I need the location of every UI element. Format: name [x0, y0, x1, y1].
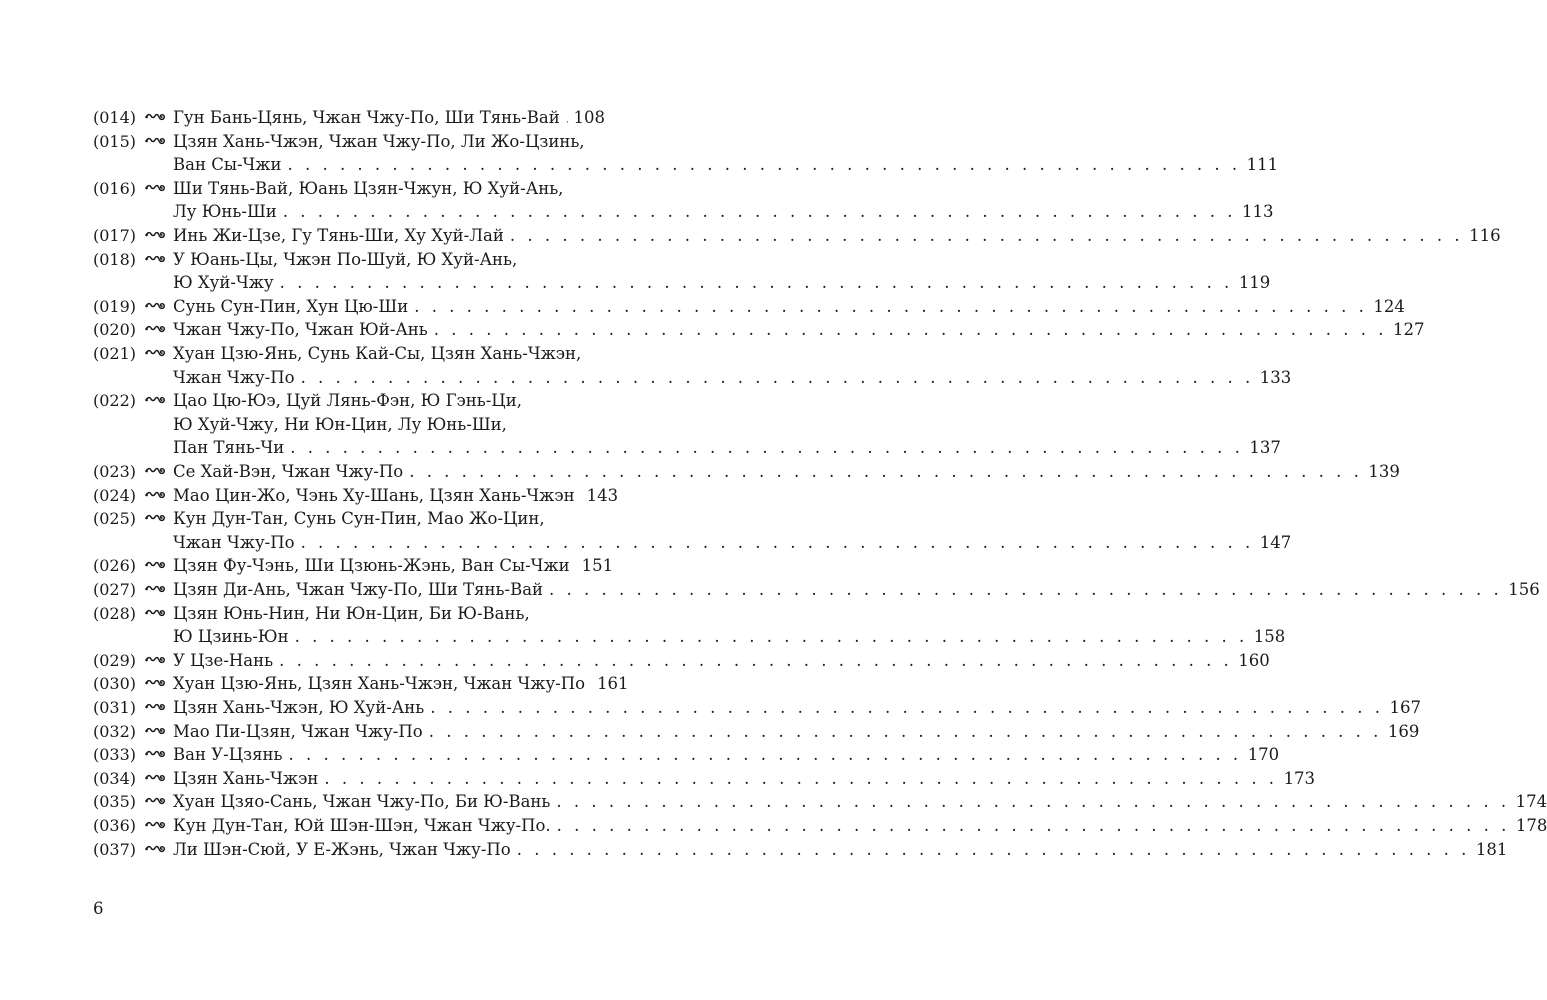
ornament-icon — [145, 654, 167, 666]
leader-dots: . . . . . . . . . . . . . . . . . . . . . . . . . . . . . . . . . . . . . . . . . . . . . . . . . . . . . . . — [549, 580, 1503, 599]
entry-page-number: 139 — [1368, 462, 1400, 481]
ornament-icon — [145, 748, 167, 760]
leader-dots — [566, 106, 568, 130]
entry-number: (027) — [93, 580, 137, 599]
entry-title-text: Хуан Цзю-Янь, Сунь Кай-Сы, Цзян Хань-Чжэн, — [173, 344, 582, 363]
entry-number: (035) — [93, 792, 137, 812]
entry-number: (031) — [93, 698, 137, 717]
entry-title-line — [173, 389, 605, 413]
entry-number: (034) — [93, 768, 137, 788]
entry-number: (022) — [93, 391, 137, 411]
ornament-icon — [145, 323, 167, 335]
entry-title-line — [173, 484, 619, 508]
entry-title-line — [173, 578, 1540, 602]
ornament-icon — [145, 182, 167, 194]
leader-dots: . . . . . . . . . . . . . . . . . . . . . . . . . . . . . . . . . . . . . . . . . . . . . . . . . . . . . . . — [509, 226, 1464, 245]
entry-title-text: Ши Тянь-Вай, Юань Цзян-Чжун, Ю Хуй-Ань, — [173, 178, 564, 198]
ornament-icon — [145, 111, 167, 123]
entry-page-number: 151 — [581, 556, 614, 576]
toc-entry — [0, 389, 1281, 460]
toc-entry — [0, 484, 691, 508]
entry-title-text: Лу Юнь-Ши — [173, 202, 277, 222]
toc-entry — [0, 767, 1316, 791]
ornament-icon — [145, 677, 167, 689]
entry-page-number: 160 — [1238, 650, 1270, 670]
entry-title-text: Кун Дун-Тан, Юй Шэн-Шэн, Чжан Чжу-По. — [173, 816, 551, 835]
ornament-icon — [145, 819, 167, 831]
toc-entry — [0, 342, 1292, 389]
entry-title-line — [173, 720, 1420, 744]
entry-number: (030) — [93, 674, 137, 694]
leader-dots: . . . . . . . . . . . . . . . . . . . . . . . . . . . . . . . . . . . . . . . . . . . . . . . . . . . . . . . — [433, 320, 1387, 340]
entry-title-text: Цзян Хань-Чжэн — [173, 768, 319, 788]
entry-page-number: 108 — [573, 108, 605, 127]
entry-title-text: Гун Бань-Цянь, Чжан Чжу-По, Ши Тянь-Вай — [173, 108, 560, 127]
entry-title-text: Мао Пи-Цзян, Чжан Чжу-По — [173, 721, 423, 741]
ornament-icon — [145, 772, 167, 784]
entry-page-number: 124 — [1373, 296, 1405, 316]
entry-title-continuation — [173, 625, 1286, 649]
entry-number: (023) — [93, 462, 137, 481]
toc-entry — [0, 814, 1547, 838]
entry-title-line — [173, 672, 629, 696]
leader-dots: . . . . . . . . . . . . . . . . . . . . . . . . . . . . . . . . . . . . . . . . . . . . . . . . . . . . . . . — [430, 698, 1384, 717]
leader-dots: . . . . . . . . . . . . . . . . . . . . . . . . . . . . . . . . . . . . . . . . . . . . . . . . . . . . . . . — [556, 792, 1510, 812]
entry-title-text: У Цзе-Нань — [173, 650, 274, 670]
entry-number: (033) — [93, 745, 137, 765]
entry-title-continuation — [173, 531, 1292, 555]
entry-title-text: Цзян Фу-Чэнь, Ши Цзюнь-Жэнь, Ван Сы-Чжи — [173, 556, 570, 576]
entry-number: (032) — [93, 721, 137, 741]
entry-title-line — [173, 507, 605, 531]
toc-entry — [0, 460, 1400, 484]
entry-page-number: 178 — [1515, 816, 1547, 835]
entry-number: (019) — [93, 296, 137, 316]
entry-title-continuation — [173, 200, 1274, 224]
entry-title-text: Цао Цю-Юэ, Цуй Лянь-Фэн, Ю Гэнь-Ци, — [173, 391, 522, 411]
entry-page-number: 156 — [1508, 580, 1540, 599]
leader-dots: . . . . . . . . . . . . . . . . . . . . . . . . . . . . . . . . . . . . . . . . . . . . . . . . . . . . . . . — [300, 367, 1254, 387]
entry-title-continuation — [173, 271, 1271, 295]
entry-title-text: Кун Дун-Тан, Сунь Сун-Пин, Мао Жо-Цин, — [173, 509, 545, 529]
entry-title-line — [173, 248, 605, 272]
entry-page-number: 113 — [1242, 202, 1274, 222]
entry-title-line — [173, 106, 605, 130]
entry-page-number: 137 — [1249, 438, 1281, 458]
ornament-icon — [145, 607, 167, 619]
entry-title-continuation — [173, 153, 1279, 177]
toc-entry — [0, 649, 1270, 673]
ornament-icon — [145, 394, 167, 406]
entry-title-text: Цзян Хань-Чжэн, Ю Хуй-Ань — [173, 698, 425, 717]
toc-entry — [0, 838, 1508, 862]
entry-number: (025) — [93, 509, 137, 529]
toc-entry — [0, 554, 691, 578]
ornament-icon — [145, 300, 167, 312]
entry-number: (014) — [93, 108, 137, 127]
toc-entry — [0, 602, 1286, 649]
toc-entry — [0, 224, 1501, 248]
entry-title-line — [173, 224, 1501, 248]
ornament-icon — [145, 229, 167, 241]
entry-title-text: Чжан Чжу-По — [173, 532, 295, 552]
entry-title-text: Цзян Хань-Чжэн, Чжан Чжу-По, Ли Жо-Цзинь, — [173, 131, 585, 151]
ornament-icon — [145, 347, 167, 359]
leader-dots: . . . . . . . . . . . . . . . . . . . . . . . . . . . . . . . . . . . . . . . . . . . . . . . . . . . . . . . — [279, 650, 1233, 670]
entry-page-number: 133 — [1259, 367, 1292, 387]
entry-number: (024) — [93, 485, 137, 505]
ornament-icon — [145, 512, 167, 524]
entry-title-line — [173, 130, 605, 154]
entry-page-number: 111 — [1246, 155, 1279, 175]
toc-entry — [0, 248, 1271, 295]
toc-entry — [0, 507, 1292, 554]
ornament-icon — [145, 465, 167, 477]
leader-dots: . . . . . . . . . . . . . . . . . . . . . . . . . . . . . . . . . . . . . . . . . . . . . . . . . . . . . . . — [516, 839, 1470, 859]
entry-number: (015) — [93, 131, 137, 151]
entry-number: (018) — [93, 249, 137, 269]
entry-title-text: У Юань-Цы, Чжэн По-Шуй, Ю Хуй-Ань, — [173, 249, 518, 269]
ornament-icon — [145, 489, 167, 501]
leader-dots: . . . . . . . . . . . . . . . . . . . . . . . . . . . . . . . . . . . . . . . . . . . . . . . . . . . . . . . — [324, 768, 1278, 788]
entry-title-text: Хуан Цзю-Янь, Цзян Хань-Чжэн, Чжан Чжу-По — [173, 674, 586, 694]
toc-entry — [0, 106, 691, 130]
ornament-icon — [145, 135, 167, 147]
entry-number: (017) — [93, 226, 137, 245]
entry-page-number: 147 — [1259, 532, 1292, 552]
entry-title-line — [173, 790, 1547, 814]
entry-number: (029) — [93, 650, 137, 670]
entry-page-number: 161 — [597, 674, 629, 694]
entry-page-number: 174 — [1515, 792, 1547, 812]
ornament-icon — [145, 725, 167, 737]
entry-title-line — [173, 295, 1405, 319]
leader-dots: . . . . . . . . . . . . . . . . . . . . . . . . . . . . . . . . . . . . . . . . . . . . . . . . . . . . . . . — [414, 296, 1368, 316]
ornament-icon — [145, 559, 167, 571]
entry-page-number: 116 — [1469, 226, 1501, 245]
entry-title-text: Се Хай-Вэн, Чжан Чжу-По — [173, 462, 404, 481]
entry-number: (020) — [93, 320, 137, 340]
entry-title-continuation — [173, 366, 1292, 390]
entry-number: (021) — [93, 344, 137, 363]
ornament-icon — [145, 253, 167, 265]
entry-title-line — [173, 814, 1547, 838]
ornament-icon — [145, 701, 167, 713]
entry-title-line — [173, 602, 605, 626]
entry-number: (028) — [93, 603, 137, 623]
leader-dots: . . . . . . . . . . . . . . . . . . . . . . . . . . . . . . . . . . . . . . . . . . . . . . . . . . . . . . . — [290, 438, 1244, 458]
entry-title-line — [173, 177, 605, 201]
toc-entry — [0, 295, 1405, 319]
entry-number: (016) — [93, 178, 137, 198]
entry-number: (036) — [93, 816, 137, 835]
entry-number: (026) — [93, 556, 137, 576]
entry-title-text: Инь Жи-Цзе, Гу Тянь-Ши, Ху Хуй-Лай — [173, 226, 504, 245]
leader-dots: . . . . . . . . . . . . . . . . . . . . . . . . . . . . . . . . . . . . . . . . . . . . . . . . . . . . . . . — [287, 155, 1241, 175]
entry-title-line — [173, 743, 1280, 767]
leader-dots: . . . . . . . . . . . . . . . . . . . . . . . . . . . . . . . . . . . . . . . . . . . . . . . . . . . . . . . — [288, 745, 1242, 765]
leader-dots: . . . . . . . . . . . . . . . . . . . . . . . . . . . . . . . . . . . . . . . . . . . . . . . . . . . . . . . — [282, 202, 1236, 222]
ornament-icon — [145, 843, 167, 855]
ornament-icon — [145, 795, 167, 807]
leader-dots: . . . . . . . . . . . . . . . . . . . . . . . . . . . . . . . . . . . . . . . . . . . . . . . . . . . . . . . — [409, 462, 1363, 481]
page-number: 6 — [93, 899, 104, 918]
entry-title-line — [173, 318, 1425, 342]
entry-title-line — [173, 554, 614, 578]
entry-title-text: Ю Хуй-Чжу, Ни Юн-Цин, Лу Юнь-Ши, — [173, 414, 507, 434]
entry-page-number: 170 — [1247, 745, 1280, 765]
entry-title-line — [173, 767, 1316, 791]
toc-entry — [0, 130, 1279, 177]
entry-title-line — [173, 696, 1421, 720]
entry-title-text: Сунь Сун-Пин, Хун Цю-Ши — [173, 296, 409, 316]
toc-entry — [0, 743, 1280, 767]
entry-page-number: 167 — [1389, 698, 1421, 717]
toc-entry — [0, 318, 1425, 342]
toc-entry — [0, 720, 1420, 744]
entry-title-text: Пан Тянь-Чи — [173, 438, 285, 458]
entry-page-number: 127 — [1393, 320, 1425, 340]
entry-page-number: 173 — [1283, 768, 1316, 788]
entry-title-text: Чжан Чжу-По — [173, 367, 295, 387]
entry-title-text: Ван У-Цзянь — [173, 745, 283, 765]
toc-entry — [0, 672, 691, 696]
entry-title-line — [173, 342, 605, 366]
toc-entry — [0, 790, 1547, 814]
leader-dots: . . . . . . . . . . . . . . . . . . . . . . . . . . . . . . . . . . . . . . . . . . . . . . . . . . . . . . . — [300, 532, 1254, 552]
entry-title-text: Ю Хуй-Чжу — [173, 273, 274, 293]
leader-dots: . . . . . . . . . . . . . . . . . . . . . . . . . . . . . . . . . . . . . . . . . . . . . . . . . . . . . . . — [279, 273, 1233, 293]
toc-entry — [0, 177, 1274, 224]
entry-title-line — [173, 460, 1400, 484]
entry-page-number: 158 — [1253, 627, 1286, 647]
toc-entry — [0, 696, 1421, 720]
entry-page-number: 169 — [1387, 721, 1420, 741]
entry-page-number: 119 — [1238, 273, 1271, 293]
entry-title-text: Цзян Юнь-Нин, Ни Юн-Цин, Би Ю-Вань, — [173, 603, 530, 623]
entry-title-text: Ю Цзинь-Юн — [173, 627, 289, 647]
entry-title-text: Хуан Цзяо-Сань, Чжан Чжу-По, Би Ю-Вань — [173, 792, 551, 812]
leader-dots: . . . . . . . . . . . . . . . . . . . . . . . . . . . . . . . . . . . . . . . . . . . . . . . . . . . . . . . — [294, 627, 1248, 647]
entry-title-text: Цзян Ди-Ань, Чжан Чжу-По, Ши Тянь-Вай — [173, 580, 544, 599]
entry-title-line — [173, 649, 1270, 673]
entry-title-continuation — [173, 436, 1281, 460]
entry-title-text: Ли Шэн-Сюй, У Е-Жэнь, Чжан Чжу-По — [173, 839, 511, 859]
toc-entry — [0, 578, 1540, 602]
leader-dots: . . . . . . . . . . . . . . . . . . . . . . . . . . . . . . . . . . . . . . . . . . . . . . . . . . . . . . . — [556, 816, 1510, 835]
entry-page-number: 181 — [1475, 839, 1508, 859]
entry-title-text: Чжан Чжу-По, Чжан Юй-Ань — [173, 320, 428, 340]
entry-title-text: Ван Сы-Чжи — [173, 155, 282, 175]
ornament-icon — [145, 583, 167, 595]
leader-dots: . . . . . . . . . . . . . . . . . . . . . . . . . . . . . . . . . . . . . . . . . . . . . . . . . . . . . . . — [428, 721, 1382, 741]
entry-title-continuation — [173, 413, 605, 437]
entry-title-text: Мао Цин-Жо, Чэнь Ху-Шань, Цзян Хань-Чжэн — [173, 485, 575, 505]
entry-title-line — [173, 838, 1508, 862]
entry-page-number: 143 — [586, 485, 619, 505]
entry-number: (037) — [93, 839, 137, 859]
